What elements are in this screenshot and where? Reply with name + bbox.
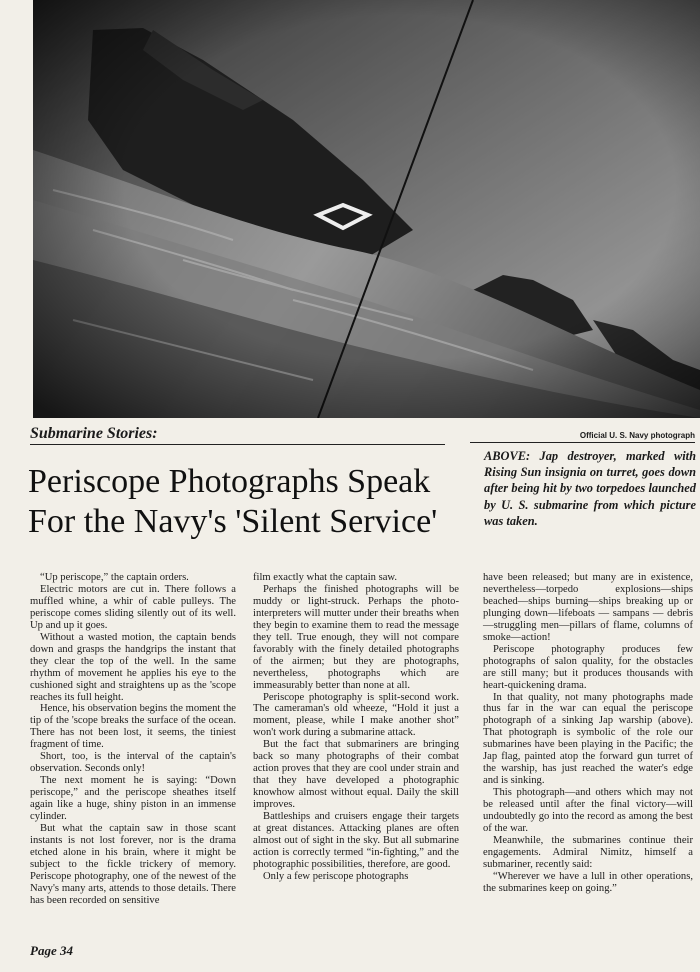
headline-line-1: Periscope Photographs Speak — [28, 463, 431, 500]
headline-line-2: For the Navy's 'Silent Service' — [28, 503, 438, 540]
paragraph: But the fact that submariners are bringing back so many photographs of their combat action proves that they are cool under strain and that they have developed a photographic knowhow almost without equal. Daily the skill improves. — [253, 739, 459, 811]
photo-caption: ABOVE: Jap destroyer, marked with Rising Sun insignia on turret, goes down after being hit by two torpedoes launched by U. S. submarine from which picture was taken. — [484, 449, 696, 528]
paragraph: Short, too, is the interval of the captain's observation. Seconds only! — [30, 751, 236, 775]
article-column-2 — [253, 572, 459, 883]
paragraph: film exactly what the captain saw. — [253, 572, 398, 583]
paragraph: The next moment he is saying: “Down periscope,” and the periscope sheathes itself again like a huge, shiny piston in an immense cylinder. — [30, 775, 236, 823]
paragraph: Without a wasted motion, the captain bends down and grasps the handgrips the instant that they clear the top of the well. In the same rhythm of movement he applies his eye to the cushioned sight and straightens up as the 'scope reaches its full height. — [30, 631, 236, 703]
page-number: Page 34 — [30, 943, 73, 958]
paragraph: Periscope photography produces few photographs of salon quality, for the obstacles are still many; but it produces thousands with heart-quickening drama. — [483, 643, 693, 691]
paragraph: have been released; but many are in existence, nevertheless—torpedo explosions—ships beached—ships burning—ships breaking up or plunging down—lifeboats — sampans — debris—struggling men—pillars of flame, columns of smoke—action! — [483, 572, 693, 643]
paragraph: This photograph—and others which may not be released until after the final victory—will undoubtedly go into the record as among the best of the war. — [483, 787, 693, 835]
paragraph: “Up periscope,” the captain orders. — [40, 572, 189, 583]
paragraph: Battleships and cruisers engage their targets at great distances. Attacking planes are often almost out of sight in the sky. But all submarine action is correctly termed “in-fighting,” and the photographic possibilities, therefore, are good. — [253, 811, 459, 870]
destroyer-sinking-photo-icon — [33, 0, 700, 418]
paragraph: But what the captain saw in those scant instants is not lost forever, nor is the drama etched alone in his brain, where it might be subject to the fickle trickery of memory. Periscope photography, one of the newest of the Navy's many arts, attends to those details. There has been recorded on sensitive — [30, 823, 236, 906]
article-column-1 — [30, 572, 236, 907]
paragraph: “Wherever we have a lull in other operations, the submarines keep on going.” — [483, 870, 693, 894]
destroyer-photo — [33, 0, 700, 418]
paragraph: Electric motors are cut in. There follows a muffled whine, a whir of cable pulleys. The periscope comes sliding silently out of its well. Up and up it goes. — [30, 583, 236, 631]
paragraph: Meanwhile, the submarines continue their engagements. Admiral Nimitz, himself a submariner, recently said: — [483, 834, 693, 870]
paragraph: In that quality, not many photographs made thus far in the war can equal the periscope photograph of a sinking Jap warship (above). That photograph is symbolic of the role our submarines have been playing in the Pacific; the Jap flag, painted atop the forward gun turret of the warship, has just reached the water's edge and is sinking. — [483, 691, 693, 787]
paragraph: Periscope photography is split-second work. The cameraman's old wheeze, “Hold it just a moment, please, while I make another shot” won't work during a submarine attack. — [253, 691, 459, 739]
photo-credit: Official U. S. Navy photograph — [579, 431, 695, 440]
article-column-3 — [483, 572, 693, 895]
page-title — [28, 462, 478, 542]
paragraph: Only a few periscope photographs — [263, 870, 409, 882]
paragraph: Hence, his observation begins the moment the tip of the 'scope breaks the surface of the ocean. There has not been lost, it seems, the tiniest fragment of time. — [30, 703, 236, 751]
credit-divider — [470, 442, 695, 443]
section-label: Submarine Stories: — [30, 425, 445, 445]
paragraph: Perhaps the finished photographs will be muddy or light-struck. Perhaps the photo-interpreters will mutter under their breaths when they begin to examine them to read the message they tell. True enough, they will not compare favorably with the finely detailed photographs of the airmen; but they are photographs, nevertheless, photographs which are immeasurably better than none at all. — [253, 583, 459, 691]
